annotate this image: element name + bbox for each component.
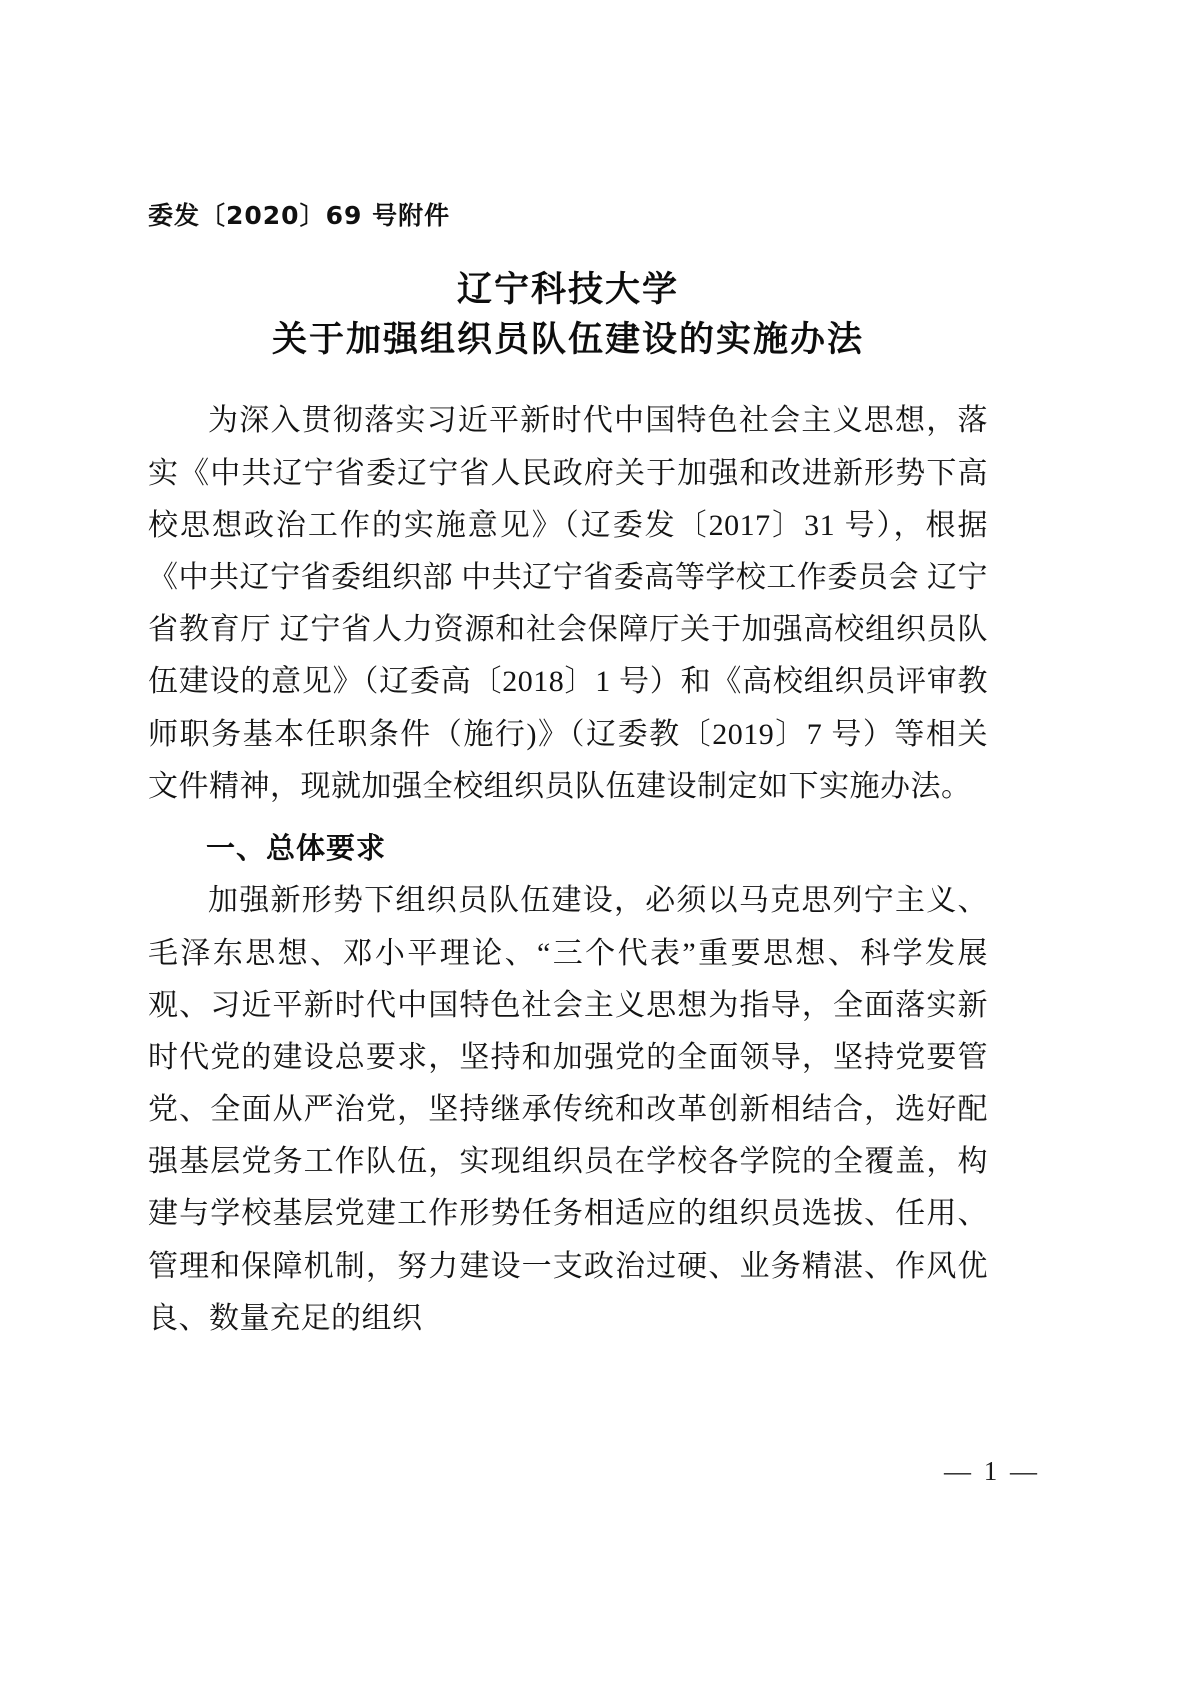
intro-paragraph: 为深入贯彻落实习近平新时代中国特色社会主义思想，落实《中共辽宁省委辽宁省人民政府关于加强和改进新形势下高校思想政治工作的实施意见》（辽委发〔2017〕31 号），根据《中共辽宁省委组织部 中共辽宁省委高等学校工作委员会 辽宁省教育厅 辽宁省人力资源和社会保障厅关于加强高校组织员队伍建设的意见》（辽委高〔2018〕1 号）和《高校组织员评审教师职务基本任职条件（施行)》（辽委教〔2019〕7 号）等相关文件精神，现就加强全校组织员队伍建设制定如下实施办法。: [148, 404, 988, 803]
title-line-1: 辽宁科技大学: [456, 270, 679, 310]
title-line-2: 关于加强组织员队伍建设的实施办法: [271, 319, 864, 360]
document-number: 委发〔2020〕69 号附件: [148, 201, 451, 230]
section-paragraph-1: 加强新形势下组织员队伍建设，必须以马克思列宁主义、毛泽东思想、邓小平理论、“三个代表”重要思想、科学发展观、习近平新时代中国特色社会主义思想为指导，全面落实新时代党的建设总要求，坚持和加强党的全面领导，坚持党要管党、全面从严治党，坚持继承传统和改革创新相结合，选好配强基层党务工作队伍，实现组织员在学校各学院的全覆盖，构建与学校基层党建工作形势任务相适应的组织员选拔、任用、管理和保障机制，努力建设一支政治过硬、业务精湛、作风优良、数量充足的组织: [148, 884, 988, 1335]
section-heading-overall-requirements: 一、总体要求: [206, 830, 387, 865]
document-title: [148, 266, 988, 365]
page-number: — 1 —: [944, 1456, 1040, 1486]
document-body: [148, 196, 988, 1347]
